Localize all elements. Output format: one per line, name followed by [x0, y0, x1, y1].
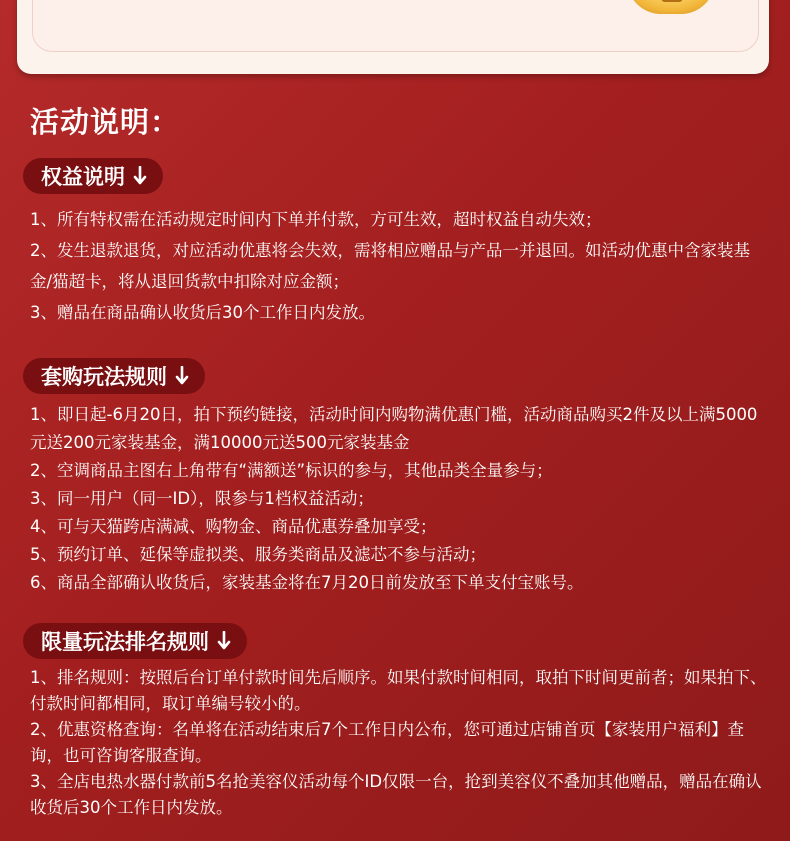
rule-item: 4、可与天猫跨店满减、购物金、商品优惠券叠加享受； [30, 517, 437, 536]
benefits-rules-list [30, 204, 770, 328]
rule-item: 2、空调商品主图右上角带有“满额送”标识的参与，其他品类全量参与； [30, 461, 553, 480]
section-title: 权益说明 [41, 165, 125, 189]
rule-item: 5、预约订单、延保等虚拟类、服务类商品及滤芯不参与活动； [30, 545, 486, 564]
rule-item: 6、商品全部确认收货后，家装基金将在7月20日前发放至下单支付宝账号。 [30, 573, 584, 592]
arrow-down-icon [217, 631, 231, 651]
section-title: 套购玩法规则 [41, 365, 167, 389]
arrow-down-icon [175, 366, 189, 386]
rule-item: 2、优惠资格查询：名单将在活动结束后7个工作日内公布，您可通过店铺首页【家装用户福利】查询，也可咨询客服查询。 [30, 720, 744, 765]
page-title: 活动说明： [30, 105, 181, 139]
bundle-rules-list [30, 401, 770, 597]
section-heading-ranking [23, 623, 247, 659]
section-heading-benefits [23, 158, 163, 194]
ranking-rules-list [30, 665, 770, 821]
rule-item: 1、所有特权需在活动规定时间内下单并付款，方可生效，超时权益自动失效； [30, 210, 602, 229]
rule-item: 2、发生退款退货，对应活动优惠将会失效，需将相应赠品与产品一并退回。如活动优惠中含家装基金/猫超卡，将从退回货款中扣除对应金额； [30, 241, 750, 291]
arrow-down-icon [133, 166, 147, 186]
rule-item: 1、即日起-6月20日，拍下预约链接，活动时间内购物满优惠门槛，活动商品购买2件及以上满5000元送200元家装基金，满10000元送500元家装基金 [30, 405, 758, 452]
rule-item: 1、排名规则：按照后台订单付款时间先后顺序。如果付款时间相同，取拍下时间更前者；如果拍下、付款时间都相同，取订单编号较小的。 [30, 668, 767, 713]
rule-item: 3、全店电热水器付款前5名抢美容仪活动每个ID仅限一台，抢到美容仪不叠加其他赠品，赠品在确认收货后30个工作日内发放。 [30, 772, 762, 817]
rule-item: 3、赠品在商品确认收货后30个工作日内发放。 [30, 303, 375, 322]
section-title: 限量玩法排名规则 [41, 630, 209, 654]
section-heading-bundle [23, 358, 205, 394]
rule-item: 3、同一用户（同一ID），限参与1档权益活动； [30, 489, 374, 508]
